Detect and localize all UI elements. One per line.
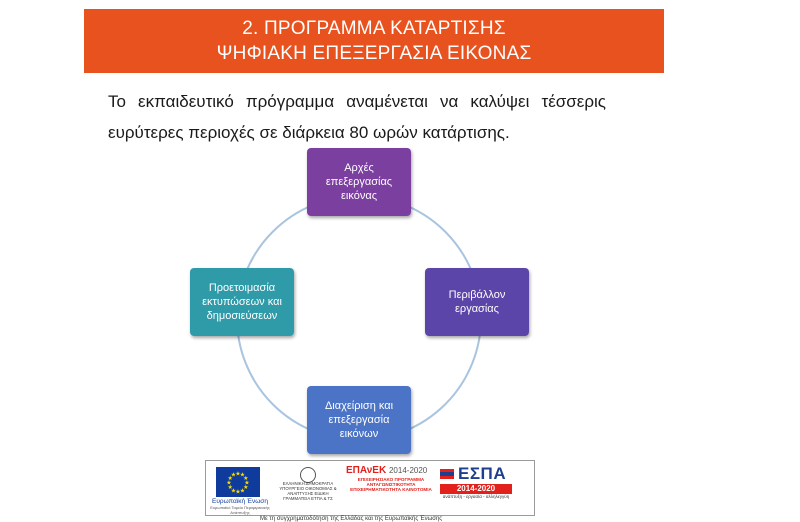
cycle-node-principles xyxy=(307,148,411,216)
eu-star-icon: ★ xyxy=(235,489,241,496)
node-label: Προετοιμασία εκτυπώσεων και δημοσιεύσεων xyxy=(202,282,282,322)
eu-star-icon: ★ xyxy=(243,485,249,491)
title-line-2: ΨΗΦΙΑΚΗ ΕΠΕΞΕΡΓΑΣΙΑ ΕΙΚΟΝΑΣ xyxy=(216,43,532,64)
espa-name: ΕΣΠΑ xyxy=(458,464,507,483)
espa-logo xyxy=(440,465,528,500)
ministry-label: ΕΛΛΗΝΙΚΗ ΔΗΜΟΚΡΑΤΙΑ ΥΠΟΥΡΓΕΙΟ ΟΙΚΟΝΟΜΙΑΣ & ΑΝΑΠΤΥΞΗΣ ΕΙΔΙΚΗ ΓΡΑΜΜΑΤΕΙΑ ΕΤΠΑ & ΤΣ xyxy=(279,481,337,501)
intro-line-1: Το εκπαιδευτικό πρόγραμμα αναμένεται να καλύψει τέσσερις xyxy=(108,92,606,111)
espa-years: 2014-2020 xyxy=(440,484,512,494)
eu-star-icon: ★ xyxy=(230,472,237,479)
eu-star-icon: ★ xyxy=(239,472,246,479)
eu-label: Ευρωπαϊκή Ένωση xyxy=(212,498,268,505)
intro-line-2: ευρύτερες περιοχές σε διάρκεια 80 ωρών κατάρτισης. xyxy=(108,123,510,142)
eu-flag-icon xyxy=(216,467,260,497)
cycle-node-management xyxy=(307,386,411,454)
eu-star-icon: ★ xyxy=(244,480,250,487)
epanek-logo xyxy=(346,465,436,493)
epanek-years: 2014-2020 xyxy=(388,466,428,475)
espa-flag-icon xyxy=(440,469,454,479)
title-line-1: 2. ΠΡΟΓΡΑΜΜΑ ΚΑΤΑΡΤΙΣΗΣ xyxy=(242,18,506,39)
node-label: Αρχές επεξεργασίας εικόνας xyxy=(325,162,393,202)
eu-star-icon: ★ xyxy=(227,485,233,491)
cycle-node-environment xyxy=(425,268,529,336)
funding-logos-strip xyxy=(205,460,535,516)
node-label: Διαχείριση και επεξεργασία εικόνων xyxy=(324,400,394,440)
epanek-description: ΕΠΙΧΕΙΡΗΣΙΑΚΟ ΠΡΟΓΡΑΜΜΑ ΑΝΤΑΓΩΝΙΣΤΙΚΟΤΗΤΑ ΕΠΙΧΕΙΡΗΜΑΤΙΚΟΤΗΤΑ ΚΑΙΝΟΤΟΜΙΑ xyxy=(350,477,432,493)
node-label: Περιβάλλον εργασίας xyxy=(448,289,506,315)
eu-star-icon: ★ xyxy=(239,488,246,495)
espa-tagline: ανάπτυξη - εργασία - αλληλεγγύη xyxy=(442,494,510,499)
eu-star-icon: ★ xyxy=(230,488,237,495)
eu-fund-label: Ευρωπαϊκό Ταμείο Περιφερειακής Ανάπτυξης xyxy=(210,505,270,515)
epanek-name: ΕΠΑνΕΚ xyxy=(346,465,387,476)
eu-star-icon: ★ xyxy=(226,480,232,487)
funding-caption: Με τη συγχρηματοδότηση της Ελλάδας και της Ευρωπαϊκής Ένωσης xyxy=(260,516,443,522)
eu-star-icon: ★ xyxy=(227,476,233,482)
eu-star-icon: ★ xyxy=(243,476,249,482)
eu-star-icon: ★ xyxy=(235,471,241,478)
cycle-node-printing xyxy=(190,268,294,336)
